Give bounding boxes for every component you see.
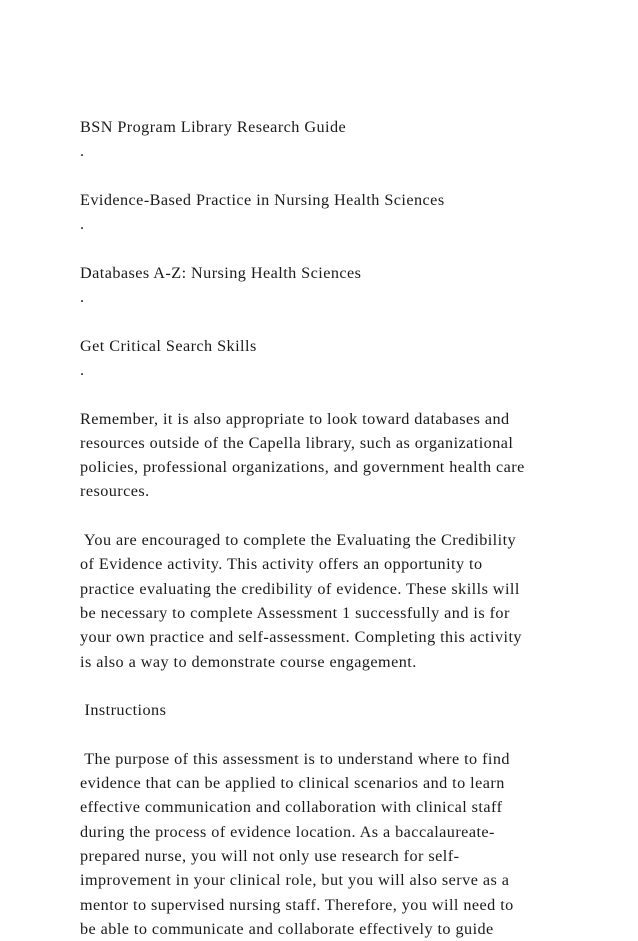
text-line: effective communication and collaboration with clinical staff: [80, 798, 503, 817]
text-line: .: [80, 288, 85, 307]
text-line: improvement in your clinical role, but you will also serve as a: [80, 871, 510, 890]
text-line: resources outside of the Capella library, such as organizational: [80, 433, 514, 452]
text-line: of Evidence activity. This activity offers an opportunity to: [80, 555, 483, 574]
text-line: during the process of evidence location. As a baccalaureate-: [80, 822, 495, 841]
paragraph-gap: [80, 504, 580, 528]
text-line: practice evaluating the credibility of evidence. These skills will: [80, 579, 520, 598]
paragraph-gap: [80, 674, 580, 698]
text-line: policies, professional organizations, and government health care: [80, 458, 525, 477]
text-line: Instructions: [80, 701, 167, 720]
paragraph: [80, 528, 580, 674]
paragraph-gap: [80, 722, 580, 746]
text-line: Remember, it is also appropriate to look toward databases and: [80, 409, 510, 428]
paragraph-gap: [80, 309, 580, 333]
text-line: is also a way to demonstrate course engagement.: [80, 652, 417, 671]
paragraph: [80, 407, 580, 504]
text-line: .: [80, 360, 85, 379]
text-line: your own practice and self-assessment. Completing this activity: [80, 628, 522, 647]
paragraph-gap: [80, 164, 580, 188]
text-line: Evidence-Based Practice in Nursing Health Sciences: [80, 190, 445, 209]
paragraph: [80, 115, 580, 164]
text-line: be necessary to complete Assessment 1 successfully and is for: [80, 603, 510, 622]
paragraph-gap: [80, 236, 580, 260]
text-line: You are encouraged to complete the Evaluating the Credibility: [80, 531, 517, 550]
text-line: resources.: [80, 482, 150, 501]
text-line: mentor to supervised nursing staff. Therefore, you will need to: [80, 895, 514, 914]
paragraph: [80, 188, 580, 237]
document-body: [80, 115, 580, 941]
text-line: BSN Program Library Research Guide: [80, 118, 347, 136]
text-line: be able to communicate and collaborate effectively to guide: [80, 919, 494, 938]
text-line: Databases A-Z: Nursing Health Sciences: [80, 263, 362, 282]
paragraph: [80, 747, 580, 941]
paragraph: [80, 698, 580, 722]
text-line: The purpose of this assessment is to understand where to find: [80, 749, 510, 768]
text-line: .: [80, 215, 85, 234]
text-line: evidence that can be applied to clinical scenarios and to learn: [80, 774, 505, 793]
paragraph-gap: [80, 382, 580, 406]
text-line: prepared nurse, you will not only use research for self-: [80, 846, 460, 865]
paragraph: [80, 334, 580, 383]
text-line: .: [80, 142, 85, 161]
paragraph: [80, 261, 580, 310]
text-line: Get Critical Search Skills: [80, 336, 257, 355]
